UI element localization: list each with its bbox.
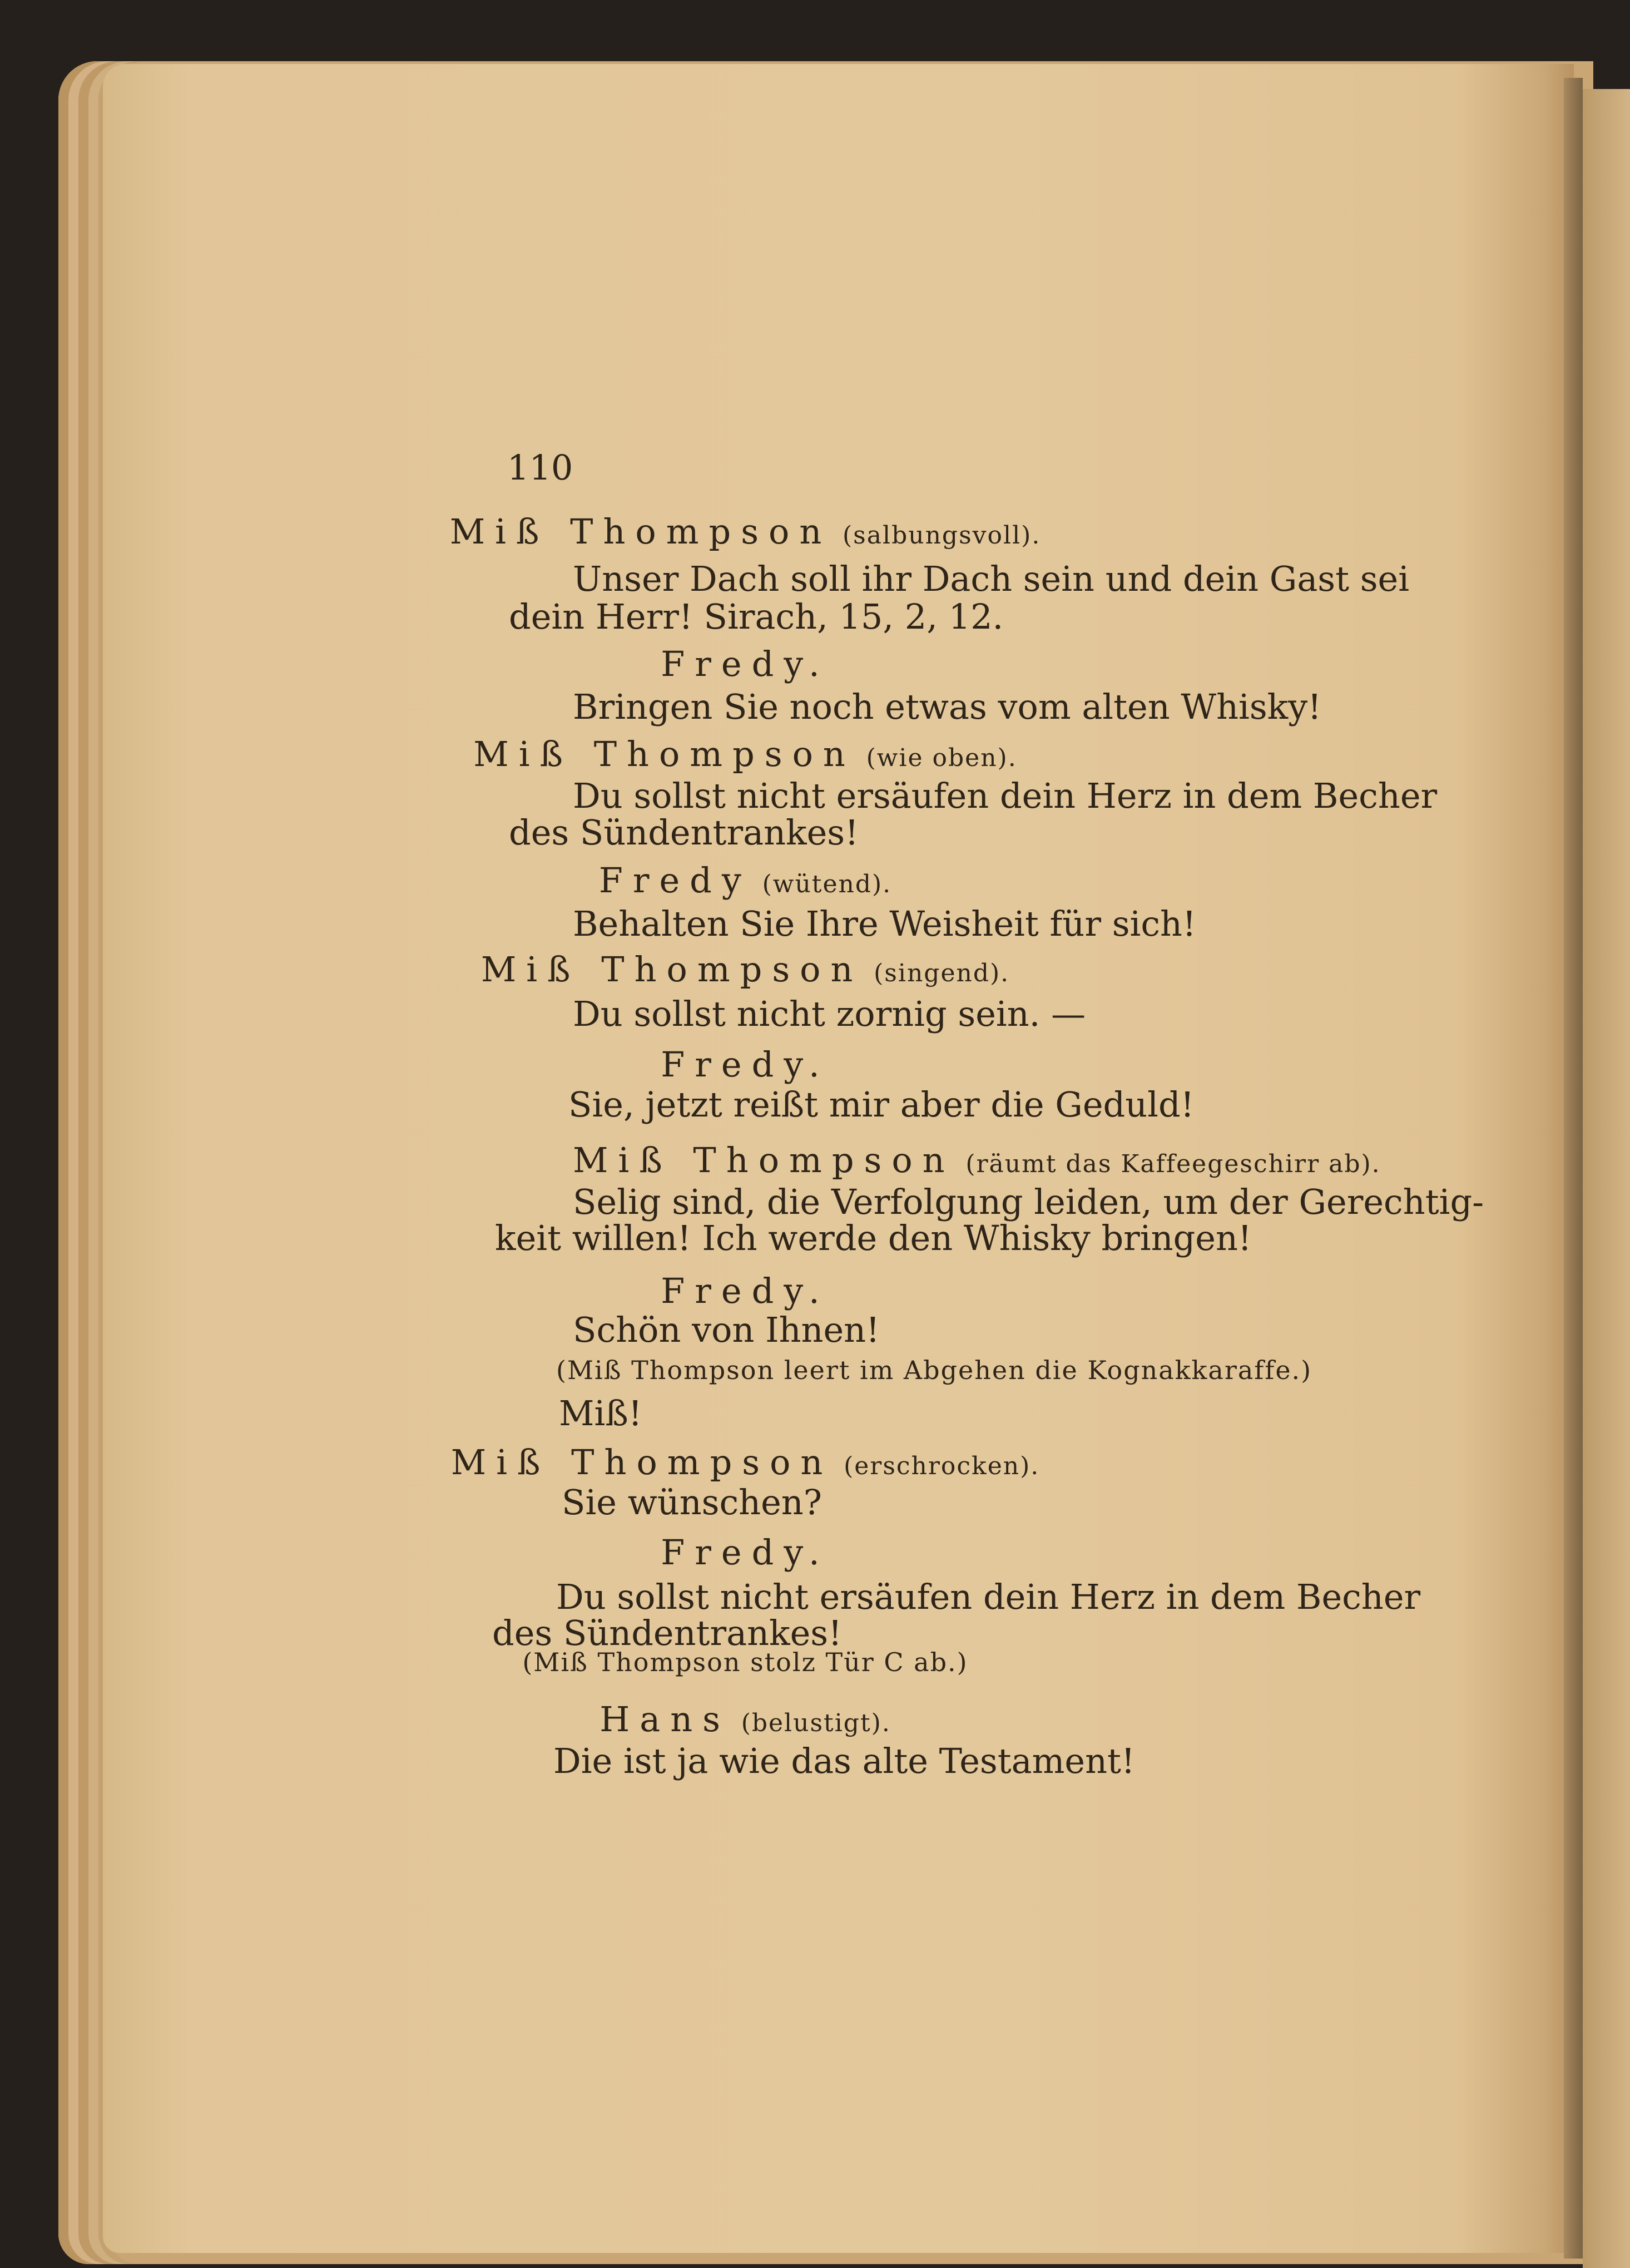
speaker-line [161,860,1329,901]
text-line: Sie wünschen? [562,1482,822,1523]
text-line: keit willen! Ich werde den Whisky bringen! [495,1218,1252,1258]
stage-direction: (Miß Thompson leert im Abgehen die Kognakkaraffe.) [556,1355,1312,1385]
stage-direction: (singend). [874,959,1010,987]
speaker: Hans [600,1699,730,1740]
text-line: des Sündentrankes! [509,812,859,853]
text-line: Schön von Ihnen! [573,1310,880,1350]
speaker-line [161,1442,1329,1483]
speaker: Fredy. [661,644,830,684]
speaker-line [161,511,1329,552]
speaker: Fredy [598,860,751,901]
text-line: Sie, jetzt reißt mir aber die Geduld! [568,1084,1195,1125]
text-line: Du sollst nicht ersäufen dein Herz in dem Becher [573,775,1438,816]
speaker: Miß Thompson [449,511,832,552]
text-line: Bringen Sie noch etwas vom alten Whisky! [573,686,1322,727]
text-line: Selig sind, die Verfolgung leiden, um der Gerechtig- [573,1182,1484,1222]
text-line: Du sollst nicht zornig sein. — [573,994,1086,1034]
text-line: Du sollst nicht ersäufen dein Herz in dem Becher [556,1577,1421,1617]
text-line: Unser Dach soll ihr Dach sein und dein Gast sei [573,559,1410,599]
speaker: Miß Thompson [480,949,863,990]
stage-direction: (räumt das Kaffeegeschirr ab). [965,1150,1381,1178]
speaker: Fredy. [661,1044,830,1085]
text-line: Behalten Sie Ihre Weisheit für sich! [573,903,1196,944]
speaker: Fredy. [661,1532,830,1573]
page-number: 110 [507,447,573,488]
text-line: Miß! [559,1393,642,1434]
facing-page-edge [1583,89,1630,2268]
stage-direction: (wütend). [762,870,892,898]
text-line: dein Herr! Sirach, 15, 2, 12. [509,596,1004,637]
text-line: des Sündentrankes! [492,1613,842,1653]
stage-direction: (Miß Thompson stolz Tür C ab.) [522,1647,968,1677]
speaker-line [573,1140,1381,1180]
speaker: Fredy. [661,1271,830,1311]
stage-direction: (salbungsvoll). [843,521,1041,550]
speaker-line [161,949,1329,990]
speaker: Miß Thompson [450,1442,833,1483]
stage-direction: (belustigt). [741,1709,891,1737]
speaker: Miß Thompson [573,1140,955,1180]
stage-direction: (erschrocken). [844,1452,1040,1480]
book-gutter [1564,78,1583,2259]
stage-direction: (wie oben). [866,744,1017,772]
speaker-line [161,734,1329,774]
text-line: Die ist ja wie das alte Testament! [553,1741,1135,1781]
speaker-line [161,1699,1329,1740]
speaker: Miß Thompson [473,734,855,774]
